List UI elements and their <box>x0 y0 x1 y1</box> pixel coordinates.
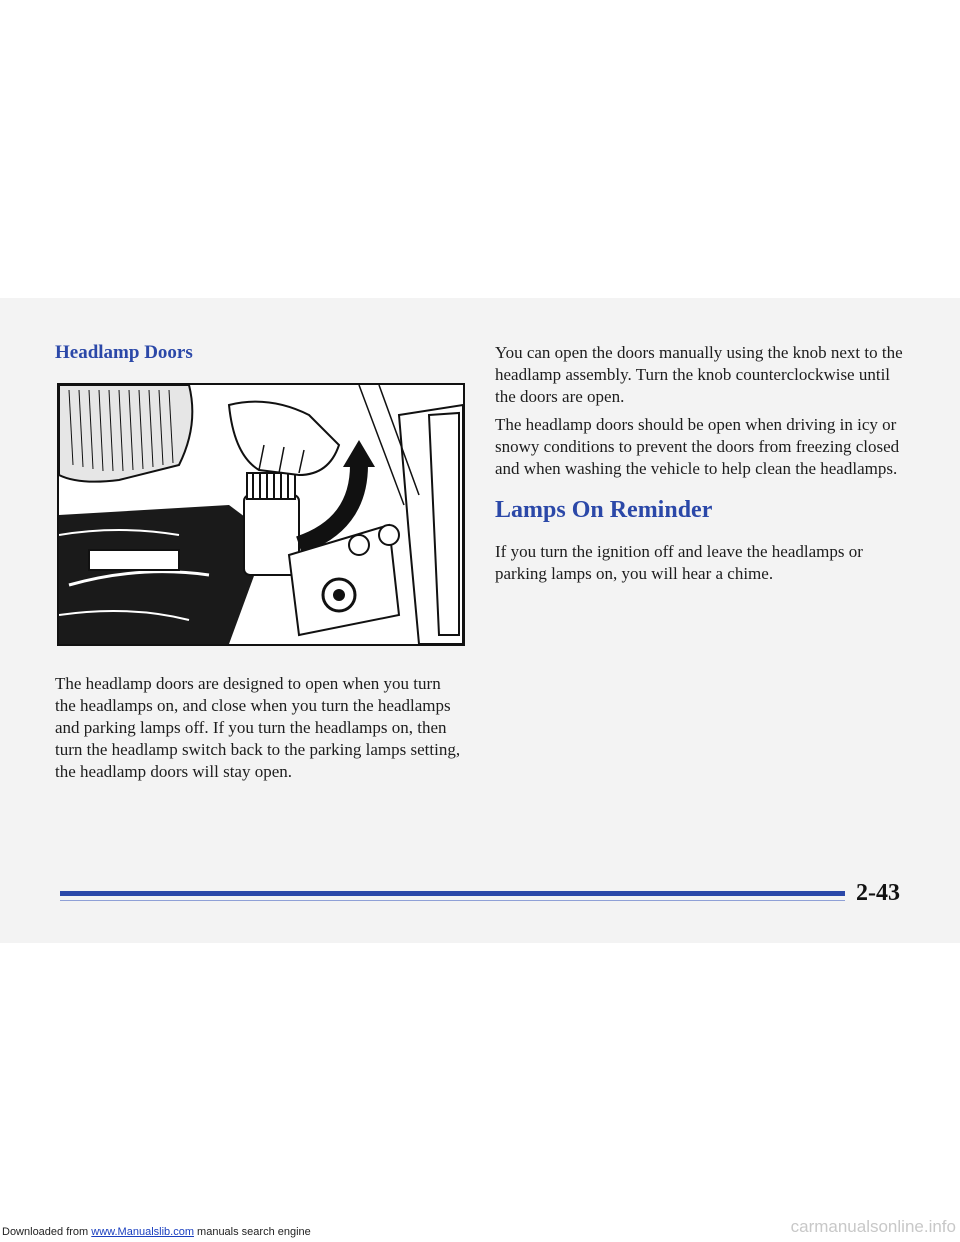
manualslib-link[interactable]: www.Manualslib.com <box>91 1226 194 1238</box>
icy-conditions-paragraph: The headlamp doors should be open when driving in icy or snowy conditions to prevent the doors from freezing closed and when washing the vehicle to help clean the headlamps. <box>495 415 900 478</box>
manual-page <box>0 298 960 943</box>
page-number: 2-43 <box>856 880 900 906</box>
section-heading-lamps-on-reminder: Lamps On Reminder <box>495 497 713 523</box>
headlamp-knob-figure <box>57 383 465 646</box>
footer-rule-thin <box>60 900 845 901</box>
download-prefix: Downloaded from <box>2 1226 92 1238</box>
watermark: carmanualsonline.info <box>790 1217 956 1236</box>
manual-open-paragraph: You can open the doors manually using the knob next to the headlamp assembly. Turn the knob counterclockwise until the doors are open. <box>495 343 903 406</box>
lamps-reminder-paragraph: If you turn the ignition off and leave the headlamps or parking lamps on, you will hear a chime. <box>495 542 863 583</box>
footer-rule <box>60 891 845 896</box>
section-heading-headlamp-doors: Headlamp Doors <box>55 342 193 363</box>
download-suffix: manuals search engine <box>193 1226 311 1238</box>
headlamp-doors-paragraph: The headlamp doors are designed to open when you turn the headlamps on, and close when you turn the headlamps and parking lamps off. If you turn the headlamps on, then turn the headlamp switch back to the parking lamps setting, the headlamp doors will stay open. <box>55 674 461 781</box>
headlamp-knob-icon <box>59 385 463 644</box>
download-source-line <box>2 1226 311 1238</box>
